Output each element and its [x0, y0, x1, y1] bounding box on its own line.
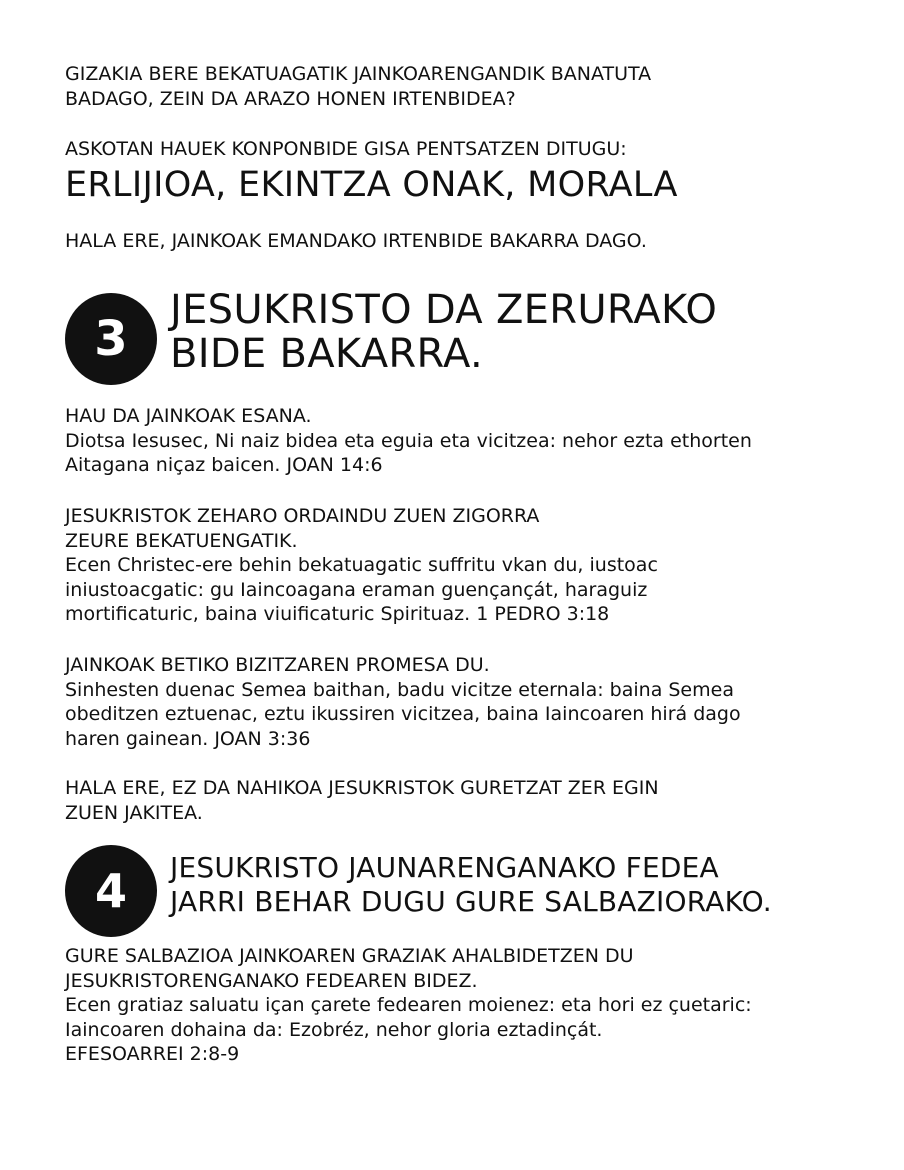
section-b-heading-line-1: JESUKRISTOK ZEHARO ORDAINDU ZUEN ZIGORRA: [65, 505, 540, 527]
section-c-verse-line-3: haren gainean. JOAN 3:36: [65, 727, 311, 750]
point-3-title-line-1: JESUKRISTO DA ZERURAKO: [170, 287, 718, 333]
section-c-verse-line-1: Sinhesten duenac Semea baithan, badu vicitze eternala: baina Semea: [65, 678, 734, 701]
section-c-heading: JAINKOAK BETIKO BIZITZAREN PROMESA DU.: [65, 654, 490, 676]
point-3-title: [170, 288, 870, 376]
section-b-verse-line-1: Ecen Christec-ere behin bekatuagatic suffritu vkan du, iustoac: [65, 554, 658, 576]
intro-line-1: GIZAKIA BERE BEKATUAGATIK JAINKOARENGANDIK BANATUTA: [65, 63, 652, 85]
point-3-badge: [65, 293, 157, 385]
point-3-title-line-2: BIDE BAKARRA.: [170, 331, 483, 377]
however-text: [65, 229, 865, 254]
section-eternal-life: [65, 653, 865, 751]
section-salvation-grace: [65, 944, 865, 1067]
section-d-line-1: HALA ERE, EZ DA NAHIKOA JESUKRISTOK GURETZAT ZER EGIN: [65, 777, 659, 799]
section-b-verse-line-3: mortificaturic, baina viuificaturic Spirituaz. 1 PEDRO 3:18: [65, 603, 610, 625]
section-god-said: [65, 404, 865, 478]
intro-question: [65, 62, 865, 111]
section-b-heading-line-2: ZEURE BEKATUENGATIK.: [65, 529, 298, 552]
section-a-verse-line-2: Aitagana niçaz baicen. JOAN 14:6: [65, 454, 383, 476]
point-4-title-line-1: JESUKRISTO JAUNARENGANAKO FEDEA: [170, 851, 719, 884]
point-4-number: 4: [94, 864, 127, 918]
section-e-heading-line-2: JESUKRISTORENGANAKO FEDEAREN BIDEZ.: [65, 969, 478, 992]
section-c-verse-line-2: obeditzen eztuenac, eztu ikussiren vicitzea, baina Iaincoaren hirá dago: [65, 703, 741, 725]
solutions-heading: [65, 164, 865, 206]
solutions-line: ERLIJIOA, EKINTZA ONAK, MORALA: [65, 165, 678, 205]
often-text: [65, 137, 865, 162]
section-not-enough: [65, 776, 865, 825]
often-line: ASKOTAN HAUEK KONPONBIDE GISA PENTSATZEN DITUGU:: [65, 138, 627, 160]
section-e-verse-line-1: Ecen gratiaz saluatu içan çarete fedearen moienez: eta hori ez çuetaric:: [65, 994, 752, 1016]
section-e-heading-line-1: GURE SALBAZIOA JAINKOAREN GRAZIAK AHALBIDETZEN DU: [65, 945, 634, 967]
point-4-title-line-2: JARRI BEHAR DUGU GURE SALBAZIORAKO.: [170, 885, 772, 918]
point-3-number: 3: [94, 311, 128, 367]
point-4-badge: [65, 845, 157, 937]
section-a-heading: HAU DA JAINKOAK ESANA.: [65, 405, 312, 427]
section-e-verse-reference: EFESOARREI 2:8-9: [65, 1043, 240, 1065]
section-b-verse-line-2: iniustoacgatic: gu Iaincoagana eraman guençançát, haraguiz: [65, 578, 648, 601]
intro-line-2: BADAGO, ZEIN DA ARAZO HONEN IRTENBIDEA?: [65, 87, 516, 110]
point-4-title: [170, 851, 870, 919]
section-a-verse-line-1: Diotsa Iesusec, Ni naiz bidea eta eguia eta vicitzea: nehor ezta ethorten: [65, 429, 752, 452]
section-paid-penalty: [65, 504, 865, 627]
however-line: HALA ERE, JAINKOAK EMANDAKO IRTENBIDE BAKARRA DAGO.: [65, 230, 647, 252]
section-e-verse-line-2: Iaincoaren dohaina da: Ezobréz, nehor gloria eztadinçát.: [65, 1018, 603, 1041]
section-d-line-2: ZUEN JAKITEA.: [65, 801, 203, 824]
